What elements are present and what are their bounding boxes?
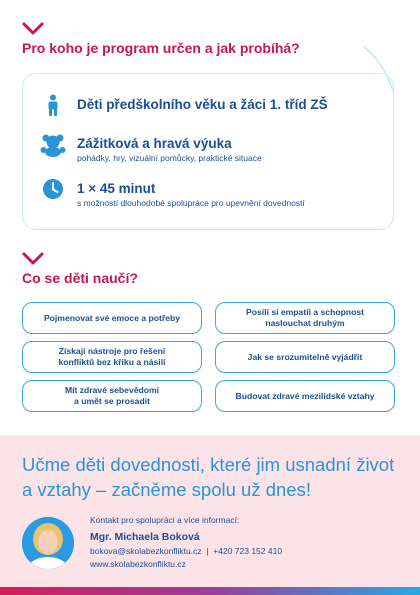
contact-website[interactable]: www.skolabezkonfliktu.cz: [90, 559, 186, 569]
chevron-down-icon: [22, 22, 44, 36]
learning-pill: Jak se srozumitelně vyjádřit: [215, 341, 395, 373]
row-title-experience: Zážitková a hravá výuka: [77, 136, 232, 151]
section-heading-learning: Co se děti naučí?: [22, 270, 138, 286]
tagline: Učme děti dovednosti, které jim usnadní život a vztahy – začněme spolu už dnes!: [22, 454, 395, 500]
section-heading-program: Pro koho je program určen a jak probíhá?: [22, 40, 300, 56]
portrait-image: [22, 517, 74, 569]
contact-name: Mgr. Michaela Boková: [90, 531, 200, 543]
row-title-age: Děti předškolního věku a žáci 1. tříd ZŠ: [77, 97, 328, 112]
avatar: [22, 517, 74, 569]
contact-email-phone[interactable]: bokova@skolabezkonfliktu.cz | +420 723 152 410: [90, 546, 283, 556]
clock-icon: [42, 178, 64, 200]
bottom-gradient-bar: [0, 587, 420, 595]
learning-pill: Získají nástroje pro řešení konfliktů bez křiku a násilí: [22, 341, 202, 373]
learning-pill: Budovat zdravé mezilidské vztahy: [215, 380, 395, 412]
chevron-down-icon: [22, 252, 44, 266]
row-subtitle-experience: pohádky, hry, vizuální pomůcky, praktické situace: [77, 153, 262, 163]
teddy-bear-icon: [40, 133, 66, 157]
learning-pill: Posílí si empatii a schopnost naslouchat druhým: [215, 302, 395, 334]
learning-pill: Pojmenovat své emoce a potřeby: [22, 302, 202, 334]
child-icon: [42, 94, 64, 116]
row-subtitle-duration: s možností dlouhodobé spolupráce pro upevnění dovedností: [77, 198, 305, 208]
row-title-duration: 1 × 45 minut: [77, 181, 156, 196]
contact-label: Kontakt pro spolupráci a více informací:: [90, 515, 240, 525]
learning-pill: Mít zdravé sebevědomí a umět se prosadit: [22, 380, 202, 412]
